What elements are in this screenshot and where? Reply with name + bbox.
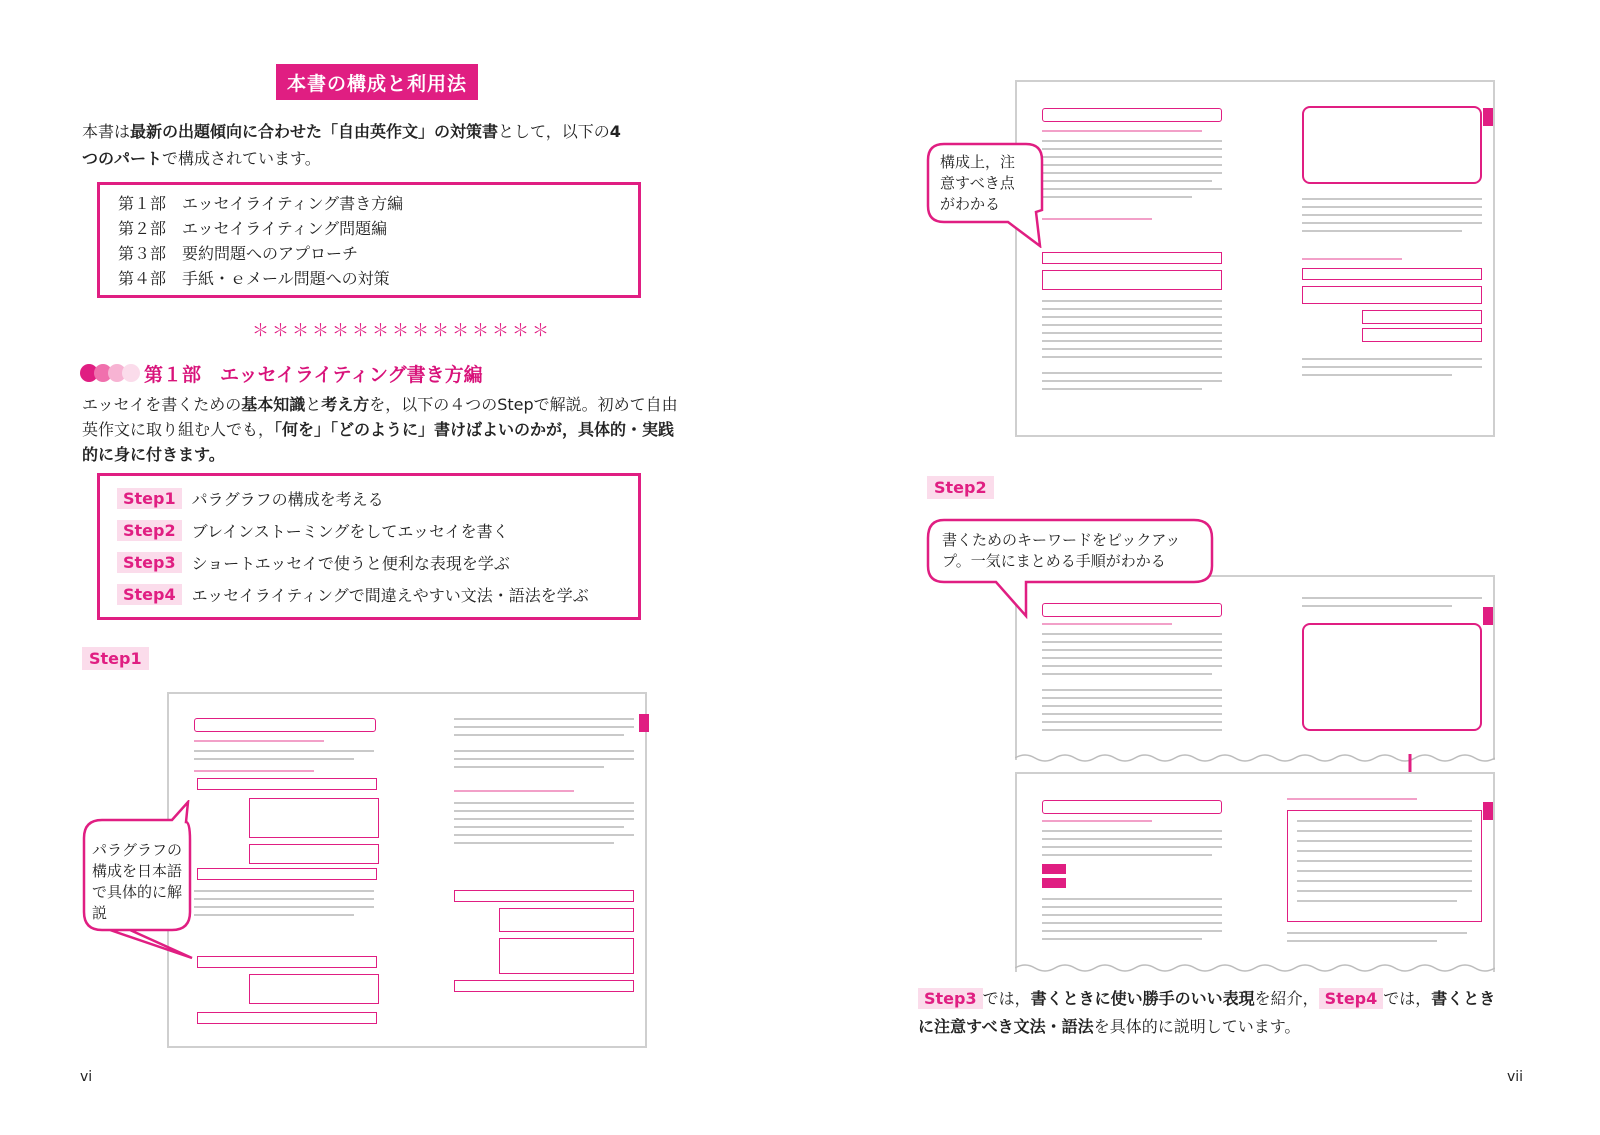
part1-description xyxy=(82,392,682,467)
step1-label: Step1 xyxy=(82,647,149,670)
sample-memo-box xyxy=(1302,623,1482,731)
parts-list-box xyxy=(97,182,641,298)
part1-title: 第１部 エッセイライティング書き方編 xyxy=(144,363,483,386)
wavy-divider xyxy=(1015,962,1495,976)
page-number-left: vi xyxy=(80,1069,93,1085)
part1-bold: 基本知識 xyxy=(241,395,306,414)
step2-bubble: 書くためのキーワードをピックアップ。一気にまとめる手順がわかる xyxy=(942,531,1181,570)
wavy-divider xyxy=(1015,752,1495,766)
intro-bold: つのパート xyxy=(82,149,163,168)
bottom-text: を具体的に説明しています。 xyxy=(1093,1017,1301,1036)
part-item: 第４部 手紙・ｅメール問題への対策 xyxy=(118,269,390,288)
step-text: ブレインストーミングをしてエッセイを書く xyxy=(191,521,509,541)
bottom-bold: 書くときに注意すべき文法・語法 xyxy=(918,989,1496,1036)
part-item: 第３部 要約問題へのアプローチ xyxy=(118,244,359,263)
intro-paragraph xyxy=(82,118,682,172)
part1-heading xyxy=(80,359,483,387)
intro-text: として，以下の xyxy=(498,122,610,141)
page-number-right: vii xyxy=(1507,1069,1524,1085)
step-tag: Step4 xyxy=(117,584,182,605)
part1-text: と xyxy=(305,395,322,414)
sample-essay-box xyxy=(1287,810,1482,922)
part1-text: を，以下の４つのStepで解説。初めて自由英作文に取り組む人でも， xyxy=(82,395,678,439)
intro-bold: 4 xyxy=(609,122,621,141)
step3-tag: Step3 xyxy=(918,988,983,1009)
intro-text: で構成されています。 xyxy=(162,149,321,168)
sample-page-top xyxy=(1015,80,1495,437)
step3-step4-description xyxy=(918,985,1498,1041)
part-item: 第２部 エッセイライティング問題編 xyxy=(118,219,388,238)
top-bubble: 構成上，注意すべき点がわかる xyxy=(940,153,1016,213)
intro-bold: 最新の出題傾向に合わせた「自由英作文」の対策書 xyxy=(130,122,499,141)
sample-heading xyxy=(194,718,376,732)
steps-list-box xyxy=(97,473,641,620)
part1-text: エッセイを書くための xyxy=(82,395,242,414)
bottom-text: では， xyxy=(982,989,1031,1008)
bottom-text: を紹介， xyxy=(1254,989,1319,1008)
circles-icon xyxy=(80,364,136,382)
part-item: 第１部 エッセイライティング書き方編 xyxy=(118,194,404,213)
step-text: ショートエッセイで使うと便利な表現を学ぶ xyxy=(191,553,510,573)
step-row xyxy=(117,546,638,578)
part1-bold: 考え方 xyxy=(321,395,370,414)
sample-page-step2-b xyxy=(1015,772,1495,972)
section-title-banner: 本書の構成と利用法 xyxy=(276,64,478,100)
sample-heading xyxy=(1042,108,1222,122)
step-row xyxy=(117,514,638,546)
sample-tip-box xyxy=(1302,106,1482,184)
step-tag: Step2 xyxy=(117,520,182,541)
step4-tag: Step4 xyxy=(1319,988,1384,1009)
step2-label: Step2 xyxy=(927,476,994,499)
step-text: エッセイライティングで間違えやすい文法・語法を学ぶ xyxy=(191,585,589,605)
step-text: パラグラフの構成を考える xyxy=(191,489,384,509)
step-row xyxy=(117,482,638,514)
intro-text: 本書は xyxy=(82,122,131,141)
sample-heading xyxy=(1042,800,1222,814)
bottom-text: では， xyxy=(1383,989,1432,1008)
step1-bubble: パラグラフの構成を日本語で具体的に解説 xyxy=(92,841,183,922)
step-tag: Step1 xyxy=(117,488,182,509)
step-tag: Step3 xyxy=(117,552,182,573)
star-divider: ＊＊＊＊＊＊＊＊＊＊＊＊＊＊＊ xyxy=(252,321,552,341)
bottom-bold: 書くときに使い勝手のいい表現 xyxy=(1030,989,1255,1008)
part1-bold: 「何を」「どのように」書けばよいのかが，具体的・実践的に身に付きます。 xyxy=(82,420,675,464)
step-row xyxy=(117,578,638,610)
